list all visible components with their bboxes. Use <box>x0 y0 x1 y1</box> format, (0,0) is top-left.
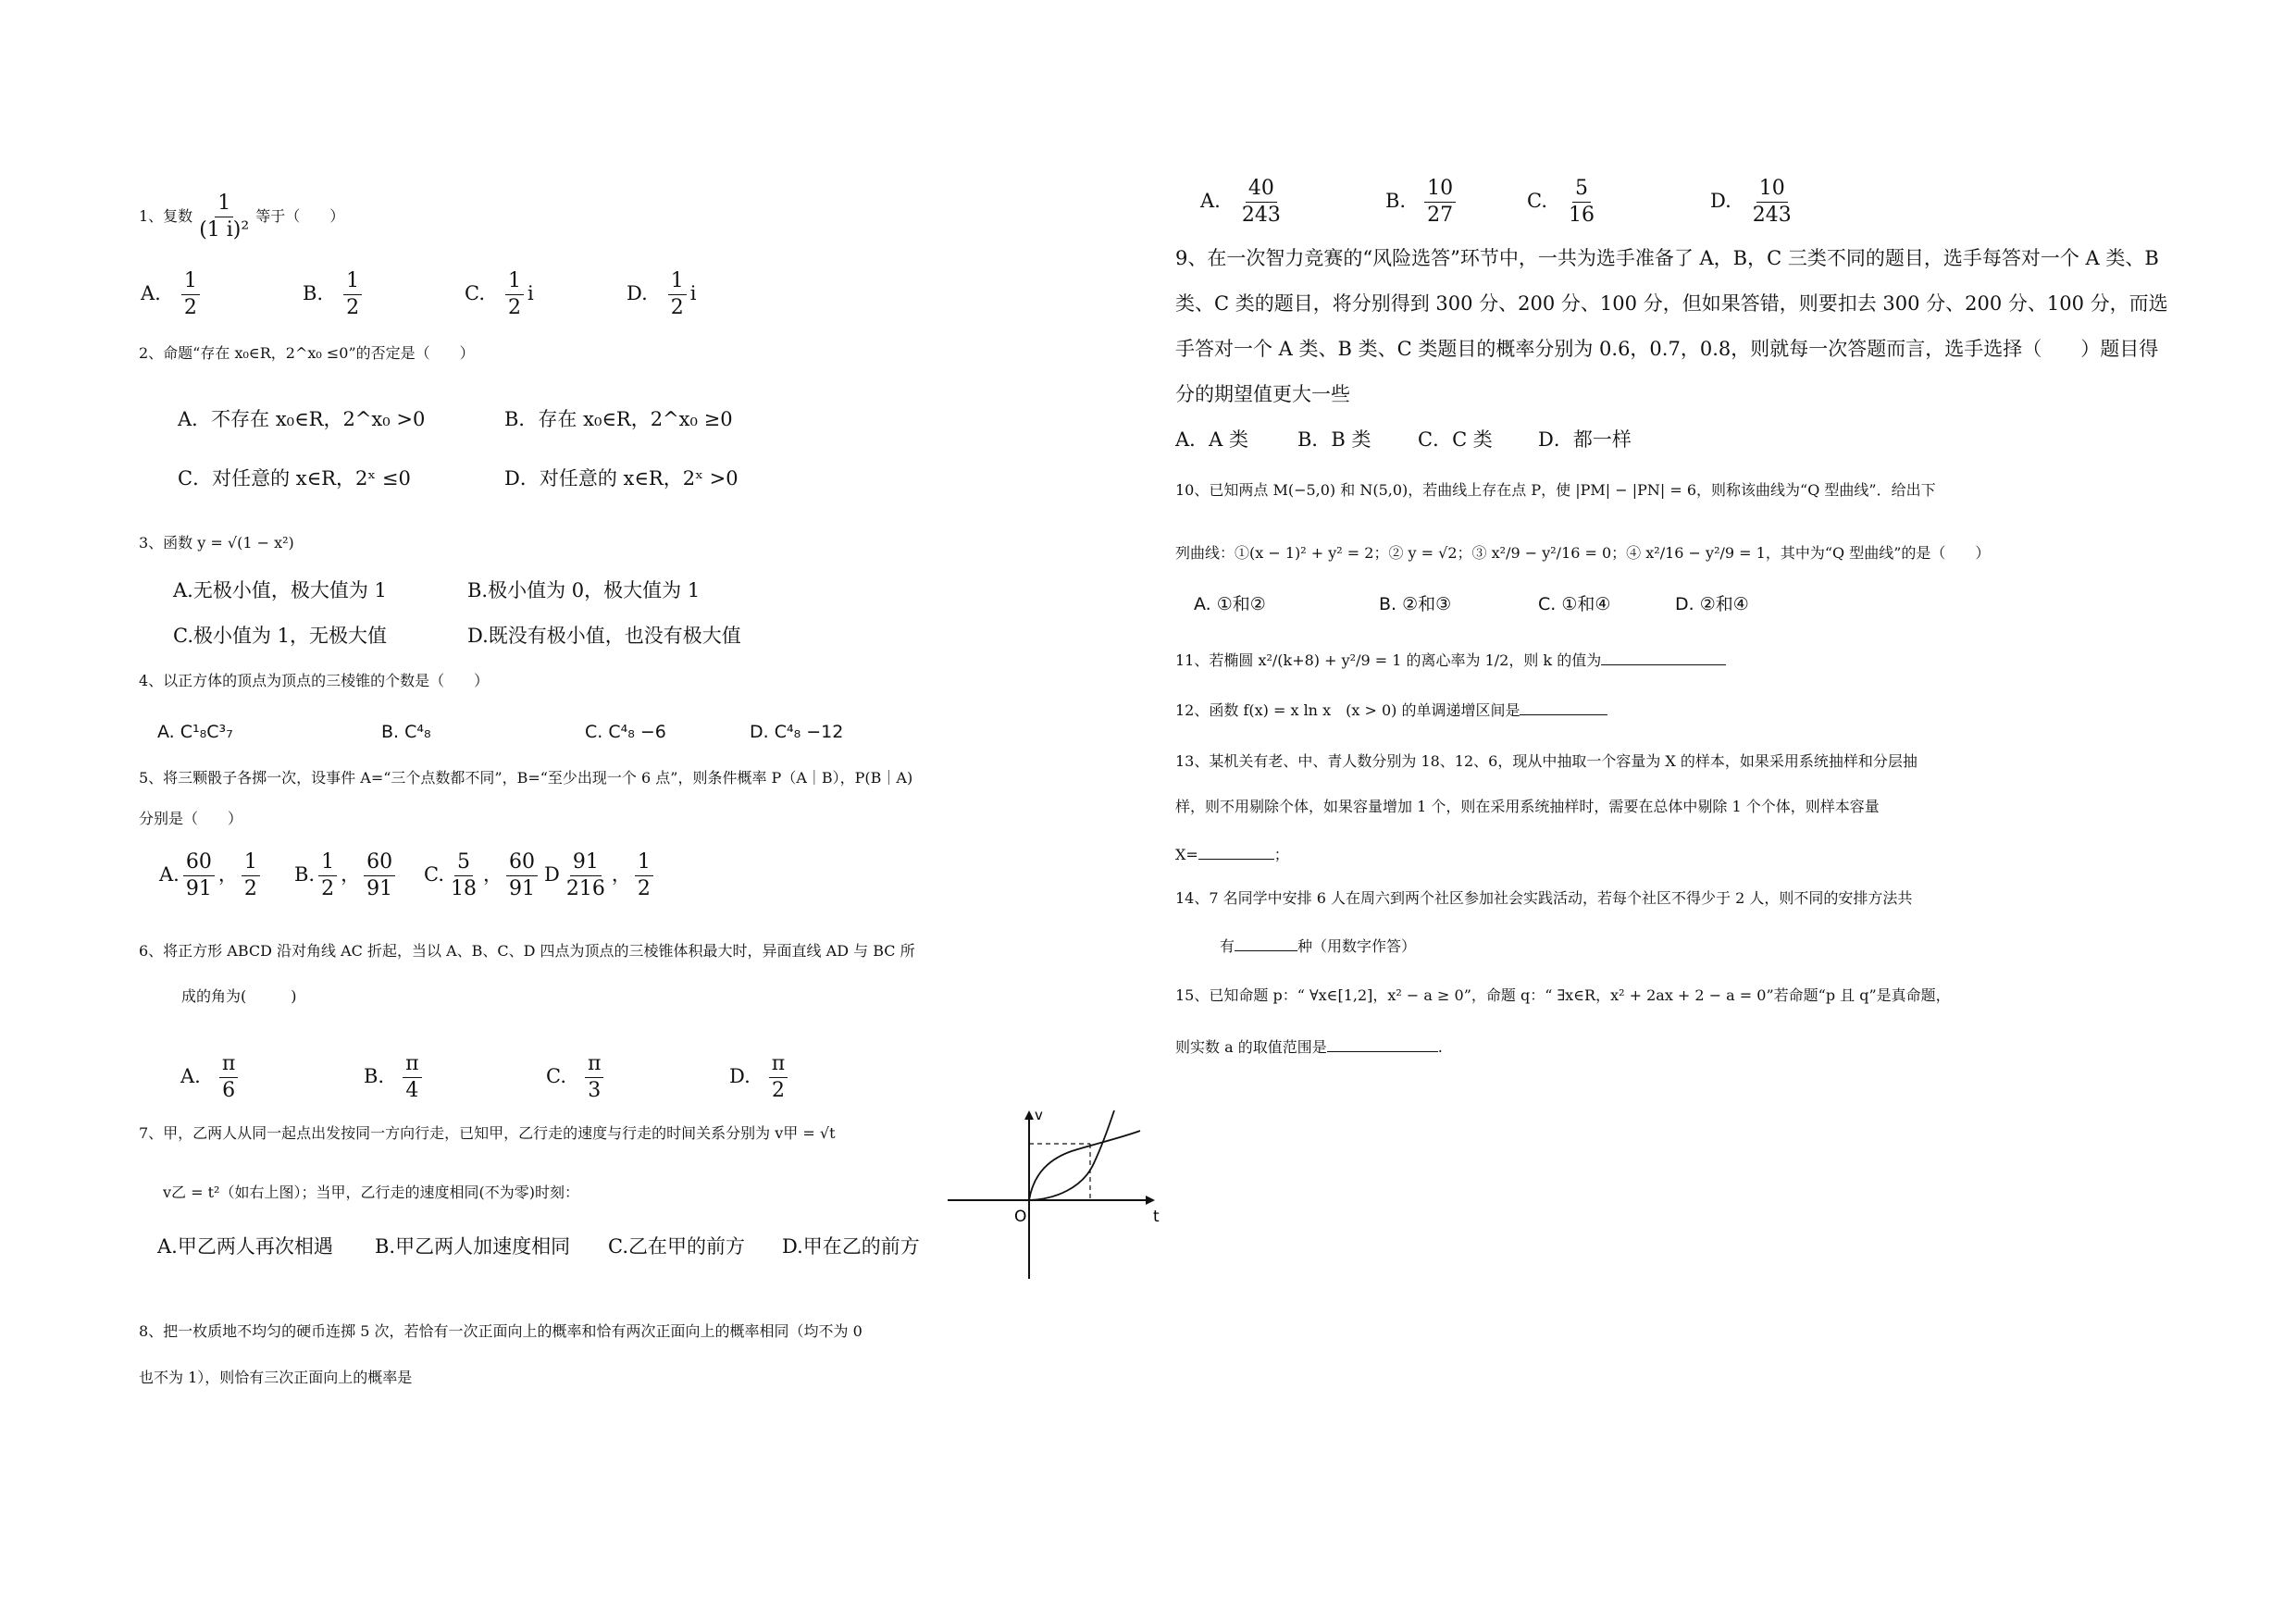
q10-option-d: D. ②和④ <box>1675 594 1749 614</box>
frac-num: 60 <box>506 849 538 876</box>
q9-option-a: A．A 类 <box>1175 428 1249 451</box>
q9-option-d: D．都一样 <box>1538 428 1632 451</box>
question-15-line-2 <box>1175 1031 1443 1061</box>
q5-option-c: C. $\frac{5}{18}$ ， $\frac{60}{91}$ <box>424 849 541 902</box>
option-label: D. <box>729 1065 751 1087</box>
question-5-line-1: 5、将三颗骰子各掷一次，设事件 A=“三个点数都不同”，B=“至少出现一个 6 点”，则条件概率 P（A｜B），P(B｜A) <box>139 769 913 787</box>
option-label: A. <box>180 1065 201 1087</box>
q8-option-d <box>1710 176 1798 229</box>
v-axis-arrow <box>1024 1110 1034 1120</box>
question-9-line-3: 手答对一个 A 类、B 类、C 类题目的概率分别为 0.6，0.7，0.8，则就每一次答题而言，选手选择（ ）题目得 <box>1175 338 2159 360</box>
option-label: D. <box>1710 190 1731 212</box>
q5-option-d: D $\frac{91}{216}$ ， $\frac{1}{2}$ <box>544 849 657 902</box>
option-label: B. <box>294 863 316 886</box>
option-suffix: i <box>527 282 534 304</box>
frac-den: 91 <box>509 877 535 900</box>
option-label: C. <box>465 282 485 304</box>
q6-option-c <box>546 1051 607 1104</box>
option-fraction <box>506 849 538 902</box>
t-axis-arrow <box>1146 1196 1155 1205</box>
option-label: B. <box>364 1065 385 1087</box>
q9-option-c: C．C 类 <box>1418 428 1493 451</box>
q2-option-b: B．存在 x₀∈R，2^x₀ ≥0 <box>504 408 733 430</box>
frac-num: 5 <box>454 849 473 876</box>
question-4: 4、以正方体的顶点为顶点的三棱锥的个数是（ ） <box>139 672 490 689</box>
frac-den: 243 <box>1752 204 1792 227</box>
v-label: v <box>1035 1107 1043 1123</box>
frac-num: 91 <box>570 849 602 876</box>
option-label: B. <box>303 282 324 304</box>
question-13-line-3 <box>1175 838 1289 869</box>
option-fraction <box>1750 176 1794 229</box>
q8-option-c <box>1527 176 1601 229</box>
question-5-line-2: 分别是（ ） <box>139 810 243 827</box>
question-12 <box>1175 694 1607 725</box>
q11-text: 11、若椭圆 x²/(k+8) + y²/9 = 1 的离心率为 1/2，则 k 的值为 <box>1175 651 1602 669</box>
q3-option-c: C.极小值为 1，无极大值 <box>173 625 388 647</box>
question-14-line-2 <box>1220 930 1416 961</box>
q13-line-3-text: X= <box>1175 846 1198 863</box>
option-fraction <box>343 268 362 321</box>
origin-label: O <box>1014 1208 1027 1226</box>
frac-den: 6 <box>222 1079 236 1102</box>
option-fraction <box>219 1051 238 1104</box>
option-fraction <box>181 268 200 321</box>
question-8-line-1: 8、把一枚质地不均匀的硬币连掷 5 次，若恰有一次正面向上的概率和恰有两次正面向上的概率相同（均不为 0 <box>139 1322 863 1340</box>
option-fraction <box>564 849 608 902</box>
frac-den: 91 <box>185 877 212 900</box>
q12-text: 12、函数 f(x) = x ln x (x > 0) 的单调递增区间是 <box>1175 701 1520 719</box>
frac-den: 2 <box>637 877 651 900</box>
q7-velocity-graph <box>944 1103 1166 1288</box>
frac-den: 2 <box>670 296 684 319</box>
q2-option-a: A．不存在 x₀∈R，2^x₀ >0 <box>178 408 426 430</box>
question-10-line-2: 列曲线：①(x − 1)² + y² = 2；② y = √2；③ x²/9 − y²/16 = 0；④ x²/16 − y²/9 = 1，其中为“Q 型曲线”的是（ ） <box>1175 544 1991 562</box>
q10-option-a: A. ①和② <box>1194 594 1266 614</box>
q5-option-b: B. $\frac{1}{2}$ ， $\frac{60}{91}$ <box>294 849 399 902</box>
frac-den: 2 <box>772 1079 785 1102</box>
question-15-line-1: 15、已知命题 p：“ ∀x∈[1,2]，x² − a ≥ 0”，命题 q：“ ∃x∈R，x² + 2ax + 2 − a = 0”若命题“p 且 q”是真命题， <box>1175 986 1951 1004</box>
frac-num: π <box>219 1051 238 1078</box>
question-6-line-1: 6、将正方形 ABCD 沿对角线 AC 折起，当以 A、B、C、D 四点为顶点的三棱锥体积最大时，异面直线 AD 与 BC 所 <box>139 942 915 960</box>
q8-option-a <box>1200 176 1287 229</box>
q3-option-d: D.既没有极小值，也没有极大值 <box>467 625 741 647</box>
option-label: A. <box>1200 190 1221 212</box>
question-9-line-4: 分的期望值更大一些 <box>1175 383 1350 405</box>
q1-stem: 1、复数 <box>139 207 193 225</box>
frac-den: 2 <box>243 877 257 900</box>
frac-num: 1 <box>635 849 653 876</box>
option-fraction <box>1239 176 1284 229</box>
q5-option-a: A. $\frac{60}{91}$ ， $\frac{1}{2}$ <box>159 849 264 902</box>
question-13-line-2: 样，则不用剔除个体，如果容量增加 1 个，则在采用系统抽样时，需要在总体中剔除 1 个个体，则样本容量 <box>1175 798 1880 815</box>
question-13-line-1: 13、某机关有老、中、青人数分别为 18、12、6，现从中抽取一个容量为 X 的样本，如果采用系统抽样和分层抽 <box>1175 752 1917 770</box>
q15-tail: . <box>1437 1038 1443 1056</box>
option-label: D <box>544 863 560 886</box>
option-label: C. <box>424 863 444 886</box>
curve-v-jia <box>1029 1131 1140 1200</box>
curve-v-yi <box>1029 1110 1114 1200</box>
q14-line-2-post: 种（用数字作答） <box>1297 937 1417 955</box>
option-fraction <box>242 849 260 902</box>
frac-den: 16 <box>1569 204 1595 227</box>
frac-den: 18 <box>451 877 477 900</box>
frac-den: 243 <box>1241 204 1281 227</box>
option-label: B. <box>1385 190 1407 212</box>
frac-num: 1 <box>318 849 337 876</box>
option-label: A. <box>159 863 180 886</box>
q14-answer-blank <box>1235 930 1297 951</box>
frac-num: 60 <box>364 849 395 876</box>
option-fraction <box>403 1051 421 1104</box>
frac-num: π <box>585 1051 603 1078</box>
frac-num: 1 <box>242 849 260 876</box>
option-fraction <box>769 1051 788 1104</box>
question-9-line-1: 9、在一次智力竞赛的“风险选答”环节中，一共为选手准备了 A，B，C 三类不同的题目，选手每答对一个 A 类、B <box>1175 247 2159 269</box>
q1-option-a <box>141 268 204 321</box>
option-fraction <box>183 849 215 902</box>
q10-option-b: B. ②和③ <box>1379 594 1452 614</box>
q4-option-d: D. C⁴₈ −12 <box>750 722 844 742</box>
q12-answer-blank <box>1520 694 1607 715</box>
question-10-line-1: 10、已知两点 M(−5,0) 和 N(5,0)，若曲线上存在点 P，使 |PM| − |PN| = 6，则称该曲线为“Q 型曲线”．给出下 <box>1175 481 1936 499</box>
q4-option-b: B. C⁴₈ <box>381 722 431 742</box>
option-label: D. <box>627 282 648 304</box>
frac-den: 4 <box>405 1079 419 1102</box>
q13-tail: ； <box>1273 846 1289 863</box>
q4-option-a: A. C¹₈C³₇ <box>157 722 233 742</box>
option-fraction <box>318 849 337 902</box>
question-6-line-2: 成的角为( ) <box>181 987 297 1005</box>
option-label: A. <box>141 282 161 304</box>
question-7-line-1: 7、甲，乙两人从同一起点出发按同一方向行走，已知甲，乙行走的速度与行走的时间关系分别为 v甲 = √t <box>139 1124 836 1142</box>
q7-option-b: B.甲乙两人加速度相同 <box>375 1235 571 1258</box>
q3-option-a: A.无极小值，极大值为 1 <box>173 579 387 601</box>
q6-option-a <box>180 1051 242 1104</box>
q3-option-b: B.极小值为 0，极大值为 1 <box>467 579 701 601</box>
frac-den: 2 <box>508 296 521 319</box>
frac-num: 1 <box>343 268 362 295</box>
question-1 <box>139 191 344 243</box>
frac-num: 40 <box>1246 176 1277 203</box>
frac-num: 10 <box>1424 176 1456 203</box>
q13-answer-blank <box>1198 838 1274 860</box>
option-fraction <box>1566 176 1597 229</box>
frac-den: 2 <box>321 877 335 900</box>
q10-option-c: C. ①和④ <box>1538 594 1611 614</box>
q15-answer-blank <box>1327 1031 1438 1052</box>
t-label: t <box>1153 1208 1160 1226</box>
q1-tail: 等于（ ） <box>255 207 345 225</box>
q2-option-c: C．对任意的 x∈R，2ˣ ≤0 <box>178 467 411 490</box>
question-8-line-2: 也不为 1），则恰有三次正面向上的概率是 <box>139 1369 413 1386</box>
frac-num: 5 <box>1572 176 1591 203</box>
question-2: 2、命题“存在 x₀∈R，2^x₀ ≤0”的否定是（ ） <box>139 344 475 362</box>
frac-num: 1 <box>181 268 200 295</box>
question-9-line-2: 类、C 类的题目，将分别得到 300 分、200 分、100 分，但如果答错，则要扣去 300 分、200 分、100 分，而选 <box>1175 292 2168 315</box>
q7-option-a: A.甲乙两人再次相遇 <box>157 1235 333 1258</box>
q6-option-b <box>364 1051 426 1104</box>
frac-den: 216 <box>565 877 605 900</box>
q1-option-b <box>303 268 366 321</box>
option-fraction <box>364 849 395 902</box>
q1-option-c <box>465 268 534 321</box>
option-label: C. <box>1527 190 1547 212</box>
q1-option-d <box>627 268 696 321</box>
option-suffix: i <box>689 282 697 304</box>
option-fraction <box>585 1051 603 1104</box>
q7-option-c: C.乙在甲的前方 <box>608 1235 745 1258</box>
q15-line-2-text: 则实数 a 的取值范围是 <box>1175 1038 1327 1056</box>
frac-den: 2 <box>346 296 360 319</box>
frac-num: π <box>769 1051 788 1078</box>
question-14-line-1: 14、7 名同学中安排 6 人在周六到两个社区参加社会实践活动，若每个社区不得少于 2 人，则不同的安排方法共 <box>1175 889 1913 907</box>
frac-den: 27 <box>1427 204 1454 227</box>
question-11 <box>1175 644 1726 675</box>
frac-num: 1 <box>505 268 524 295</box>
option-label: C. <box>546 1065 566 1087</box>
question-3: 3、函数 y = √(1 − x²) <box>139 534 294 552</box>
frac-num: 10 <box>1756 176 1788 203</box>
q8-option-b <box>1385 176 1459 229</box>
option-fraction <box>635 849 653 902</box>
frac-num: 60 <box>183 849 215 876</box>
q14-line-2-pre: 有 <box>1220 937 1235 955</box>
frac-num: π <box>403 1051 421 1078</box>
q7-option-d: D.甲在乙的前方 <box>782 1235 920 1258</box>
q1-frac-num: 1 <box>215 191 233 217</box>
q9-option-b: B．B 类 <box>1297 428 1371 451</box>
q11-answer-blank <box>1601 644 1726 665</box>
option-fraction <box>448 849 479 902</box>
frac-den: 91 <box>366 877 393 900</box>
option-fraction <box>505 268 524 321</box>
q6-option-d <box>729 1051 791 1104</box>
frac-den: 3 <box>588 1079 602 1102</box>
frac-num: 1 <box>668 268 687 295</box>
q2-option-d: D．对任意的 x∈R，2ˣ >0 <box>504 467 738 490</box>
frac-den: 2 <box>183 296 197 319</box>
q1-fraction <box>196 191 252 243</box>
option-fraction <box>668 268 687 321</box>
q1-frac-den: (1 i)² <box>199 218 250 242</box>
q4-option-c: C. C⁴₈ −6 <box>585 722 666 742</box>
option-fraction <box>1424 176 1456 229</box>
question-7-line-2: v乙 = t²（如右上图）；当甲，乙行走的速度相同(不为零)时刻： <box>163 1184 579 1201</box>
